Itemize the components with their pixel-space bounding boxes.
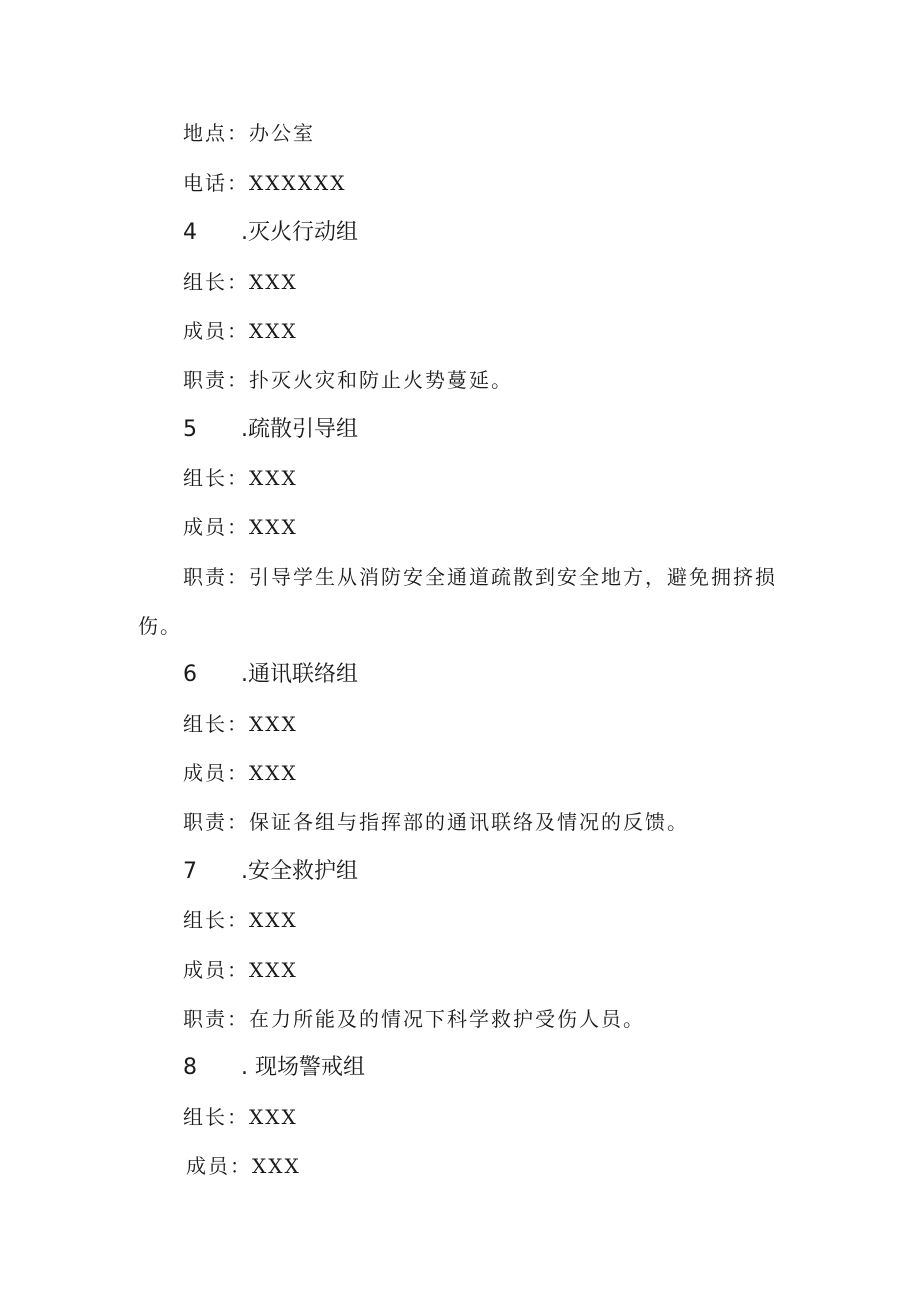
section-title: .疏散引导组 bbox=[241, 417, 358, 442]
section-heading bbox=[183, 219, 358, 247]
members-line: 成员：XXX bbox=[183, 515, 298, 539]
duty-line-continuation: 伤。 bbox=[138, 614, 182, 638]
leader-line: 组长：XXX bbox=[183, 270, 298, 294]
section-title: . 现场警戒组 bbox=[241, 1055, 365, 1080]
section-title: .通讯联络组 bbox=[241, 662, 358, 687]
leader-line: 组长：XXX bbox=[183, 1105, 298, 1129]
duty-line: 职责：在力所能及的情况下科学救护受伤人员。 bbox=[183, 1007, 645, 1031]
duty-line: 职责：引导学生从消防安全通道疏散到安全地方，避免拥挤损 bbox=[183, 565, 777, 589]
members-line: 成员：XXX bbox=[183, 319, 298, 343]
section-heading bbox=[183, 858, 358, 886]
section-number: 8 bbox=[183, 1055, 197, 1080]
section-title: .灭火行动组 bbox=[241, 220, 358, 245]
section-heading bbox=[183, 1054, 365, 1082]
leader-line: 组长：XXX bbox=[183, 908, 298, 932]
location-line: 地点：办公室 bbox=[183, 121, 315, 145]
leader-line: 组长：XXX bbox=[183, 712, 298, 736]
members-line: 成员：XXX bbox=[186, 1154, 301, 1178]
section-number: 5 bbox=[183, 417, 197, 442]
section-number: 4 bbox=[183, 220, 197, 245]
section-title: .安全救护组 bbox=[241, 859, 358, 884]
duty-line: 职责：保证各组与指挥部的通讯联络及情况的反馈。 bbox=[183, 810, 689, 834]
section-heading bbox=[183, 416, 358, 444]
members-line: 成员：XXX bbox=[183, 958, 298, 982]
section-heading bbox=[183, 661, 358, 689]
section-number: 6 bbox=[183, 662, 197, 687]
phone-line: 电话：XXXXXX bbox=[183, 171, 347, 195]
section-number: 7 bbox=[183, 859, 197, 884]
leader-line: 组长：XXX bbox=[183, 466, 298, 490]
members-line: 成员：XXX bbox=[183, 761, 298, 785]
duty-line: 职责：扑灭火灾和防止火势蔓延。 bbox=[183, 368, 513, 392]
